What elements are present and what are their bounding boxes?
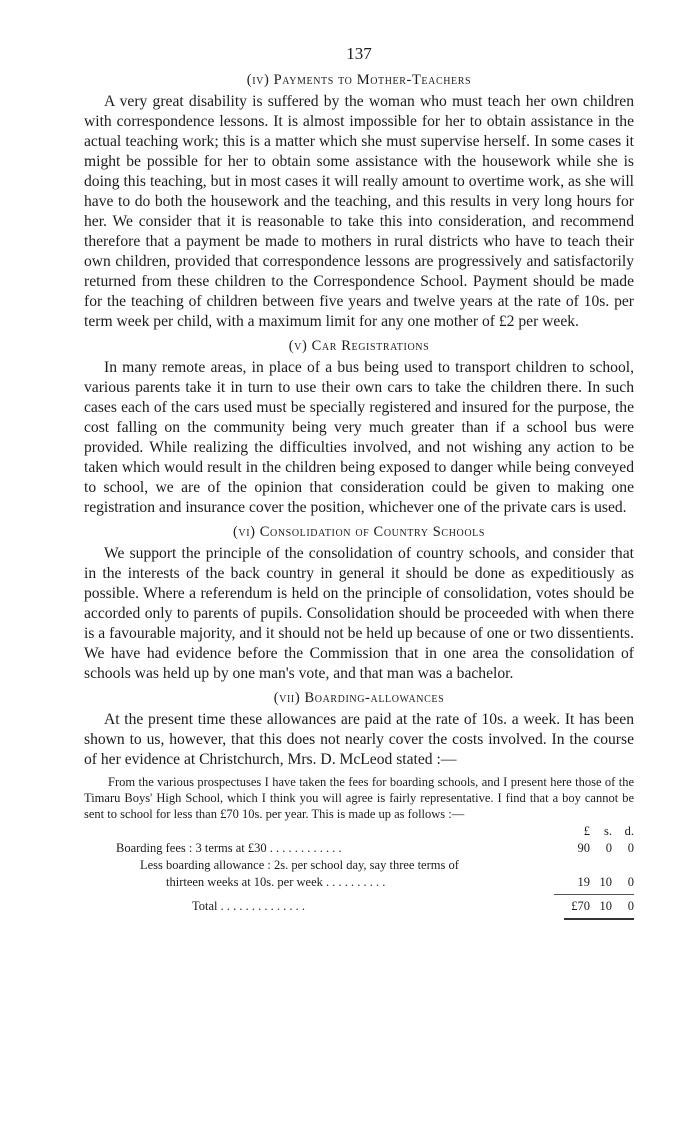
currency-header bbox=[84, 823, 634, 840]
fee-label: Less boarding allowance : 2s. per school day, say three terms of bbox=[140, 858, 459, 872]
document-page bbox=[84, 44, 634, 920]
fees-table bbox=[84, 823, 634, 920]
fee-amount bbox=[568, 840, 634, 857]
section-heading: (iv) Payments to Mother-Teachers bbox=[246, 72, 472, 88]
paragraph: We support the principle of the consolidation of country schools, and consider that in the interests of the back country in general it should be done as expeditiously as possible. Where a referendum is held on the principle of consolidation, votes should be accorded only to parents of pupils. Consolidation should be proceeded with when there is a favourable majority, and it should not be held up because of one or two dissentients. We have had evidence before the Commission that in one area the consolidation of schools was held up by one man's vote, and that man was a bachelor. bbox=[84, 545, 634, 682]
paragraph: At the present time these allowances are paid at the rate of 10s. a week. It has been shown to us, however, that this does not nearly cover the costs involved. In the course of her evidence at Christchurch, Mrs. D. McLeod stated :— bbox=[84, 711, 634, 768]
pounds-header: £ bbox=[583, 824, 590, 838]
section-heading: (v) Car Registrations bbox=[288, 338, 430, 354]
section-mother-teachers bbox=[84, 70, 634, 332]
pence-value: 0 bbox=[627, 841, 634, 855]
fee-row bbox=[84, 857, 634, 874]
fee-label: Boarding fees : 3 terms at £30 . . . . . . . . . . . . bbox=[116, 841, 342, 855]
page-number: 137 bbox=[346, 44, 372, 63]
pence-value: 0 bbox=[627, 875, 634, 889]
subtotal-rule bbox=[554, 894, 634, 895]
fee-label: thirteen weeks at 10s. per week . . . . . . . . . . bbox=[166, 875, 386, 889]
section-heading: (vii) Boarding-allowances bbox=[273, 690, 445, 706]
pence-value: 0 bbox=[627, 899, 634, 913]
section-heading: (vi) Consolidation of Country Schools bbox=[232, 524, 486, 540]
pence-header: d. bbox=[624, 824, 634, 838]
fee-amount bbox=[568, 874, 634, 891]
shillings-value: 10 bbox=[599, 899, 612, 913]
pounds-value: 19 bbox=[577, 875, 590, 889]
total-double-rule bbox=[564, 918, 634, 920]
fee-row bbox=[84, 874, 634, 891]
paragraph: A very great disability is suffered by the woman who must teach her own children with correspondence lessons. It is almost impossible for her to obtain assistance in the actual teaching work; this is a matter which she must supervise herself. In some cases it might be possible for her to obtain some assistance with the housework while she is doing this teaching, but in most cases it will really amount to overtime work, as she will have to do both the housework and the teaching, and this results in very long hours for her. We consider that it is reasonable to take this into consideration, and recommend therefore that a payment be made to mothers in rural districts who have to teach their own children, provided that correspondence lessons are progressively and satisfactorily returned from these children to the Correspondence School. Payment should be made for the teaching of children between five years and twelve years at the rate of 10s. per term week per child, with a maximum limit for any one mother of £2 per week. bbox=[84, 93, 634, 330]
total-amount bbox=[568, 898, 634, 915]
shillings-value: 10 bbox=[599, 875, 612, 889]
evidence-quote: From the various prospectuses I have taken the fees for boarding schools, and I present here those of the Timaru Boys' High School, which I think you will agree is fairly representative. I find that a boy cannot be sent to school for less than £70 10s. per year. This is made up as follows :— bbox=[84, 775, 634, 821]
section-car-registrations bbox=[84, 336, 634, 518]
paragraph: In many remote areas, in place of a bus being used to transport children to school, various parents take it in turn to use their own cars to take the children there. In such cases each of the cars used must be specially registered and insured for the purpose, the cost falling on the community being very much greater than if a school bus were provided. While realizing the difficulties involved, and not wishing any action to be taken which would result in the children being exposed to danger while being conveyed to school, we are of the opinion that consideration could be given to making one registration and insurance cover the position, whichever one of the private cars is used. bbox=[84, 359, 634, 516]
shillings-header: s. bbox=[604, 824, 612, 838]
section-consolidation bbox=[84, 522, 634, 684]
section-boarding-allowances bbox=[84, 688, 634, 770]
shillings-value: 0 bbox=[605, 841, 612, 855]
fee-row bbox=[84, 840, 634, 857]
total-row bbox=[84, 898, 634, 915]
pounds-value: 90 bbox=[577, 841, 590, 855]
pounds-value: £70 bbox=[571, 899, 590, 913]
total-label: Total . . . . . . . . . . . . . . bbox=[192, 899, 306, 913]
